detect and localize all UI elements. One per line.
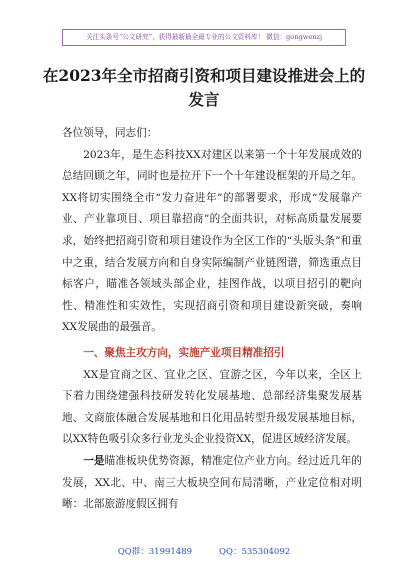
point-lead: 一是 [83,454,105,467]
paragraph-intro: 2023年，是生态科技XX对建区以来第一个十年发展成效的总结回顾之年，同时也是拉开下一个十年建设框架的开局之年。XX将切实围绕全市“发力奋进年”的部署要求，形成“发展靠产业、产业靠项目、项目靠招商”的全面共识，对标高质量发展要求，始终把招商引资和项目建设作为全区工作的“头版头条”和重中之重，结合发展方向和自身实际编制产业链图谱，筛选重点目标客户，瞄准各领域头部企业，挂图作战，以项目招引的靶向性、精准性和实效性，实现招商引资和项目建设新突破，奏响XX发展曲的最强音。 [62,148,362,334]
paragraph-section1-intro: XX是宜商之区、宜业之区、宜游之区，今年以来，全区上下着力围绕建强科技研发转化发展基地、总部经济集聚发展基地、文商旅体融合发展基地和日化用品转型升级发展基地目标，以XX特色吸引众多行业龙头企业投资XX，促进区域经济发展。 [62,368,362,446]
paragraph-section1-point1 [62,451,362,516]
document-body [62,123,362,516]
section-heading-1: 一、聚焦主攻方向，实施产业项目精准招引 [83,346,285,359]
promo-banner: 关注头条号“公文研究”，获得最新最全最专业的公文资料库！ 微信：gongwenzj [62,29,346,46]
contact-footer: QQ群：31991489 QQ：535304092 [117,547,291,557]
document-title: 在2023年全市招商引资和项目建设推进会上的发言 [42,66,366,109]
salutation: 各位领导，同志们： [62,127,158,139]
point-text: 瞄准板块优势资源，精准定位产业方向。经过近几年的发展，XX北、中、南三大板块空间布局清晰，产业定位相对明晰：北部旅游度假区拥有 [62,454,363,511]
